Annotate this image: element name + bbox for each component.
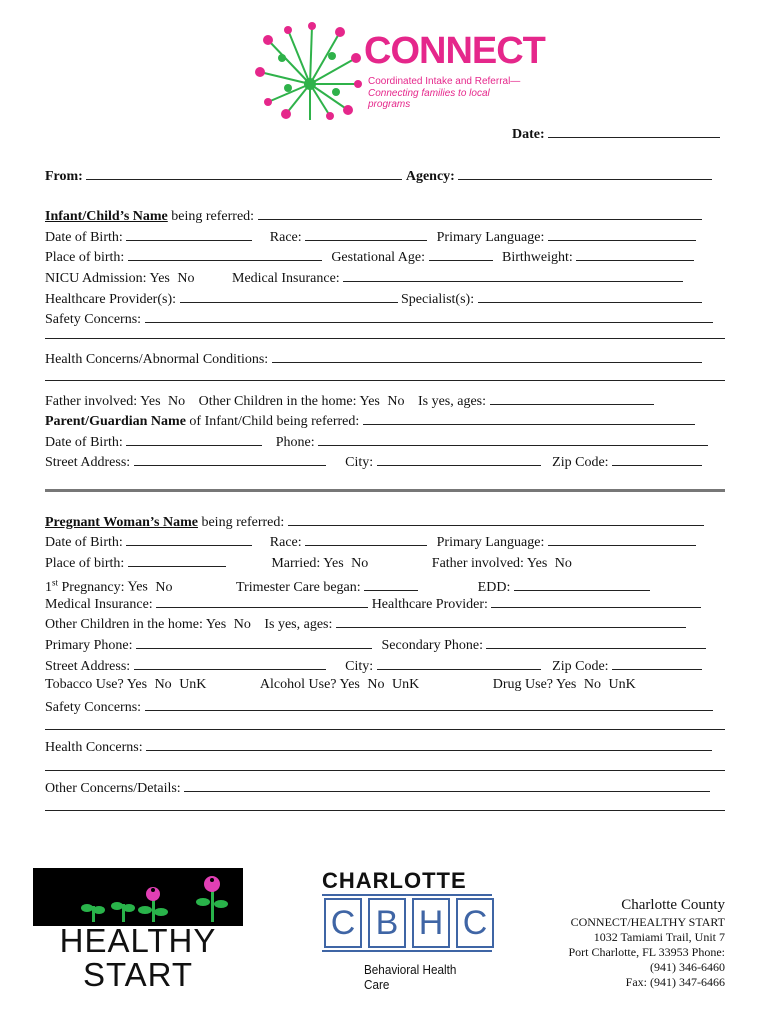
other-concerns-label: Other Concerns/Details: — [45, 781, 181, 796]
infant-provider-row — [45, 289, 702, 309]
pregnant-safety-extra-line[interactable] — [45, 729, 725, 730]
pregnant-name-label: Pregnant Woman’s Name — [45, 515, 198, 530]
pregnant-city-field[interactable] — [377, 656, 541, 670]
married-label: Married: — [271, 556, 321, 571]
alcohol-no[interactable]: No — [367, 677, 385, 692]
pregnant-name-row — [45, 512, 704, 532]
connect-flower-icon — [248, 22, 368, 122]
pregnant-race-label: Race: — [269, 535, 302, 550]
infant-father-label: Father involved: — [45, 394, 138, 409]
pregnant-insurance-label: Medical Insurance: — [45, 597, 153, 612]
pregnant-zip-label: Zip Code: — [552, 659, 609, 674]
pregnant-pob-row — [45, 553, 572, 573]
primary-phone-field[interactable] — [136, 635, 372, 649]
married-yes[interactable]: Yes — [323, 556, 344, 571]
parent-address-row — [45, 452, 702, 472]
infant-birthweight-field[interactable] — [576, 247, 694, 261]
parent-street-field[interactable] — [134, 452, 326, 466]
connect-logo — [248, 22, 545, 122]
infant-provider-label: Healthcare Provider(s): — [45, 292, 176, 307]
parent-zip-field[interactable] — [612, 452, 702, 466]
infant-father-row — [45, 391, 654, 411]
pregnant-language-label: Primary Language: — [436, 535, 545, 550]
parent-name-label: Parent/Guardian Name — [45, 414, 186, 429]
parent-city-label: City: — [345, 455, 374, 470]
parent-dob-row — [45, 432, 708, 452]
parent-city-field[interactable] — [377, 452, 541, 466]
pregnant-health-extra-line[interactable] — [45, 770, 725, 771]
other-concerns-row — [45, 778, 710, 798]
pregnant-father-no[interactable]: No — [554, 556, 572, 571]
parent-name-field[interactable] — [363, 411, 695, 425]
address-line-2: Port Charlotte, FL 33953 Phone: — [568, 945, 725, 959]
alcohol-label: Alcohol Use? — [259, 677, 337, 692]
tobacco-unk[interactable]: UnK — [179, 677, 207, 692]
trimester-label: Trimester Care began: — [235, 579, 361, 595]
pregnant-provider-field[interactable] — [491, 594, 701, 608]
parent-dob-field[interactable] — [126, 432, 262, 446]
infant-name-row — [45, 206, 702, 226]
address-line-1: 1032 Tamiami Trail, Unit 7 — [593, 930, 725, 944]
date-field[interactable] — [548, 124, 720, 138]
infant-nicu-row — [45, 268, 683, 288]
pregnant-dob-field[interactable] — [126, 532, 252, 546]
bhc-text: Behavioral Health Care — [364, 962, 457, 992]
infant-health-row — [45, 349, 702, 369]
agency-field[interactable] — [458, 166, 712, 180]
infant-language-label: Primary Language: — [436, 230, 545, 245]
infant-health-extra-line[interactable] — [45, 380, 725, 381]
connect-title: CONNECT — [364, 30, 545, 72]
edd-field[interactable] — [514, 577, 650, 591]
pregnant-language-field[interactable] — [548, 532, 696, 546]
married-no[interactable]: No — [351, 556, 369, 571]
alcohol-unk[interactable]: UnK — [392, 677, 420, 692]
cbhc-letter-boxes — [324, 898, 494, 948]
nicu-label: NICU Admission: — [45, 271, 147, 286]
parent-phone-label: Phone: — [275, 435, 315, 450]
cbhc-letter-3: H — [412, 898, 450, 948]
pregnant-safety-label: Safety Concerns: — [45, 700, 142, 715]
other-concerns-field[interactable] — [184, 778, 710, 792]
edd-label: EDD: — [477, 579, 511, 595]
pregnant-health-row — [45, 737, 712, 757]
pregnant-street-label: Street Address: — [45, 659, 131, 674]
agency-label: Agency: — [405, 169, 455, 184]
drug-yes[interactable]: Yes — [555, 677, 577, 692]
pregnant-address-row — [45, 656, 702, 676]
pregnant-city-label: City: — [345, 659, 374, 674]
infant-other-children-no[interactable]: No — [387, 394, 405, 409]
infant-specialist-label: Specialist(s): — [401, 292, 475, 307]
healthy-start-logo — [33, 868, 243, 994]
connect-subtitle-2: Connecting families to local programs — [368, 88, 490, 110]
charlotte-cbhc-logo — [318, 868, 498, 994]
from-field[interactable] — [86, 166, 402, 180]
pregnant-father-yes[interactable]: Yes — [526, 556, 548, 571]
parent-name-suffix: of Infant/Child being referred: — [189, 414, 360, 429]
pregnant-zip-field[interactable] — [612, 656, 702, 670]
tobacco-no[interactable]: No — [154, 677, 172, 692]
pregnant-ages-field[interactable] — [336, 614, 686, 628]
section-divider — [45, 489, 725, 492]
pregnant-insurance-field[interactable] — [156, 594, 368, 608]
substance-row — [45, 676, 636, 694]
parent-zip-label: Zip Code: — [552, 455, 609, 470]
infant-other-children-yes[interactable]: Yes — [359, 394, 380, 409]
pregnant-name-field[interactable] — [288, 512, 704, 526]
infant-birthweight-label: Birthweight: — [502, 250, 573, 265]
infant-health-label: Health Concerns/Abnormal Conditions: — [45, 352, 269, 367]
pregnant-pob-field[interactable] — [128, 553, 226, 567]
fax-number: Fax: (941) 347-6466 — [625, 975, 725, 989]
infant-other-children-label: Other Children in the home: — [198, 394, 357, 409]
pregnant-dob-label: Date of Birth: — [45, 535, 123, 550]
infant-pob-label: Place of birth: — [45, 250, 125, 265]
pregnant-street-field[interactable] — [134, 656, 326, 670]
pregnant-phone-row — [45, 635, 706, 655]
drug-no[interactable]: No — [583, 677, 601, 692]
pregnant-safety-row — [45, 697, 713, 717]
cbhc-letter-4: C — [456, 898, 494, 948]
infant-specialist-field[interactable] — [478, 289, 702, 303]
other-concerns-extra-line[interactable] — [45, 810, 725, 811]
date-row — [512, 124, 720, 144]
infant-dob-field[interactable] — [126, 227, 252, 241]
pregnant-other-children-label: Other Children in the home: — [45, 617, 203, 632]
cbhc-letter-1: C — [324, 898, 362, 948]
nicu-no-option[interactable]: No — [177, 271, 195, 286]
infant-father-yes[interactable]: Yes — [140, 394, 161, 409]
pregnant-ages-label: Is yes, ages: — [264, 617, 333, 632]
infant-safety-label: Safety Concerns: — [45, 312, 142, 327]
pregnant-other-children-yes[interactable]: Yes — [205, 617, 227, 632]
pregnant-health-field[interactable] — [146, 737, 712, 751]
healthy-start-flowers-icon — [33, 868, 243, 926]
infant-provider-field[interactable] — [180, 289, 398, 303]
infant-race-field[interactable] — [305, 227, 427, 241]
pregnant-pob-label: Place of birth: — [45, 556, 125, 571]
infant-safety-field[interactable] — [145, 309, 713, 323]
pregnant-dob-row — [45, 532, 696, 552]
trimester-field[interactable] — [364, 577, 418, 591]
charlotte-word: CHARLOTTE — [322, 868, 467, 893]
pregnant-race-field[interactable] — [305, 532, 427, 546]
from-row — [45, 166, 712, 186]
county-name: Charlotte County — [621, 897, 725, 913]
healthy-start-word-1: HEALTHY — [59, 922, 217, 959]
infant-health-field[interactable] — [272, 349, 702, 363]
pregnant-other-children-row — [45, 614, 686, 634]
infant-insurance-label: Medical Insurance: — [232, 271, 340, 286]
infant-gest-label: Gestational Age: — [331, 250, 426, 265]
infant-race-label: Race: — [269, 230, 302, 245]
drug-label: Drug Use? — [492, 677, 553, 692]
contact-block — [495, 896, 725, 990]
from-label: From: — [45, 169, 83, 184]
infant-dob-label: Date of Birth: — [45, 230, 123, 245]
cbhc-letter-2: B — [368, 898, 406, 948]
org-name: CONNECT/HEALTHY START — [570, 915, 725, 929]
nicu-yes-option[interactable]: Yes — [149, 271, 170, 286]
pregnant-health-label: Health Concerns: — [45, 740, 143, 755]
primary-phone-label: Primary Phone: — [45, 638, 133, 653]
infant-name-label: Infant/Child’s Name — [45, 209, 168, 224]
phone-number: (941) 346-6460 — [650, 960, 725, 974]
first-pregnancy-no[interactable]: No — [155, 579, 173, 595]
infant-language-field[interactable] — [548, 227, 696, 241]
infant-name-suffix: being referred: — [171, 209, 255, 224]
infant-ages-label: Is yes, ages: — [417, 394, 487, 409]
infant-pob-field[interactable] — [128, 247, 322, 261]
infant-name-field[interactable] — [258, 206, 702, 220]
infant-insurance-field[interactable] — [343, 268, 683, 282]
infant-safety-row — [45, 309, 713, 329]
pregnant-name-suffix: being referred: — [201, 515, 285, 530]
first-pregnancy-yes[interactable]: Yes — [127, 579, 148, 595]
infant-ages-field[interactable] — [490, 391, 654, 405]
pregnant-safety-field[interactable] — [145, 697, 713, 711]
date-label: Date: — [512, 127, 545, 142]
parent-dob-label: Date of Birth: — [45, 435, 123, 450]
secondary-phone-field[interactable] — [486, 635, 706, 649]
infant-pob-row — [45, 247, 694, 267]
infant-father-no[interactable]: No — [168, 394, 186, 409]
pregnant-other-children-no[interactable]: No — [233, 617, 251, 632]
parent-name-row — [45, 411, 695, 431]
pregnant-father-label: Father involved: — [431, 556, 524, 571]
drug-unk[interactable]: UnK — [608, 677, 636, 692]
tobacco-yes[interactable]: Yes — [126, 677, 148, 692]
alcohol-yes[interactable]: Yes — [339, 677, 360, 692]
connect-subtitle-1: Coordinated Intake and Referral— — [368, 76, 521, 87]
pregnant-provider-label: Healthcare Provider: — [371, 597, 488, 612]
secondary-phone-label: Secondary Phone: — [381, 638, 483, 653]
parent-phone-field[interactable] — [318, 432, 708, 446]
pregnant-insurance-row — [45, 594, 701, 614]
infant-dob-row — [45, 227, 696, 247]
tobacco-label: Tobacco Use? — [45, 677, 124, 692]
parent-street-label: Street Address: — [45, 455, 131, 470]
infant-gest-field[interactable] — [429, 247, 493, 261]
healthy-start-word-2: START — [82, 956, 194, 993]
infant-safety-extra-line[interactable] — [45, 338, 725, 339]
first-pregnancy-label: 1st Pregnancy: — [45, 577, 125, 595]
